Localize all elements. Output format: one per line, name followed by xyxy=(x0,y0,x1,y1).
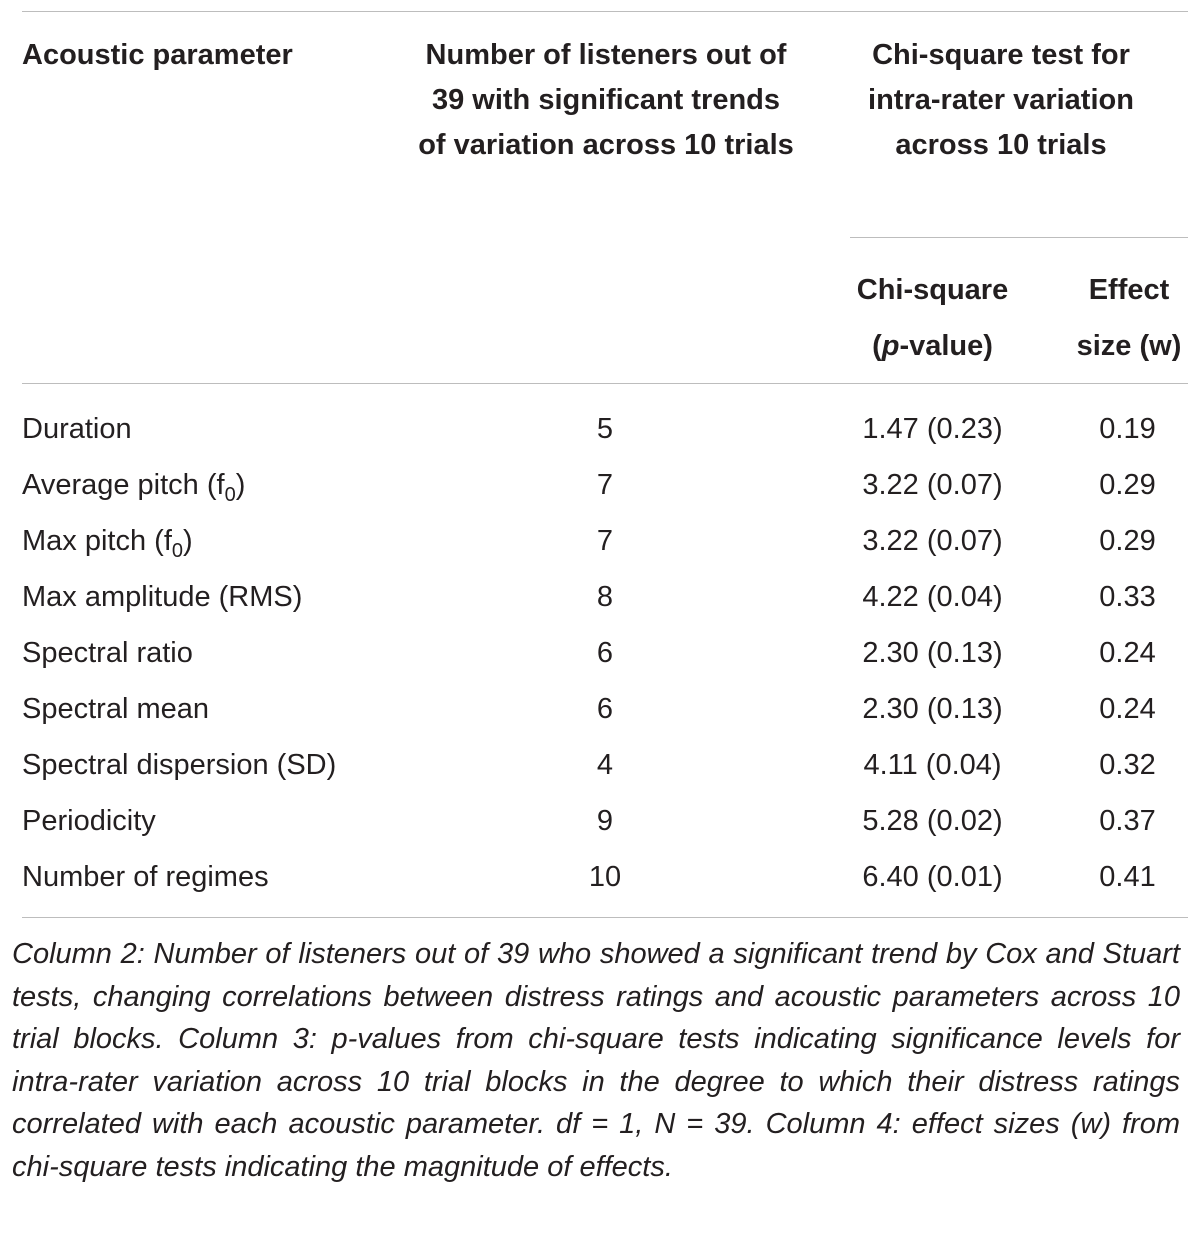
row-parameter xyxy=(22,849,269,905)
header-effect-size: Effect size (w) xyxy=(1076,274,1182,362)
row-parameter xyxy=(22,625,193,681)
row-parameter xyxy=(22,793,156,849)
parameter-name: Spectral ratio xyxy=(22,637,193,669)
row-effect-size: 0.29 xyxy=(1099,469,1156,501)
header-chi-square-label: Chi-square xyxy=(856,274,1009,306)
row-chi-square: 3.22 (0.07) xyxy=(862,525,1003,557)
row-chi-square: 3.22 (0.07) xyxy=(862,469,1003,501)
parameter-name: Spectral dispersion (SD) xyxy=(22,749,337,781)
row-parameter xyxy=(22,401,132,457)
header-bottom-rule xyxy=(22,383,1188,384)
row-effect-size: 0.29 xyxy=(1099,525,1156,557)
row-listener-count: 7 xyxy=(596,525,614,557)
row-effect-size: 0.19 xyxy=(1099,413,1156,445)
parameter-name: Periodicity xyxy=(22,805,156,837)
header-p-value-label: (p-value) xyxy=(872,330,993,362)
parameter-subscript: 0 xyxy=(224,483,236,506)
row-effect-size: 0.32 xyxy=(1099,749,1156,781)
row-parameter xyxy=(22,681,209,737)
header-chi-square-group: Chi-square test for intra-rater variation across 10 trials xyxy=(868,39,1134,161)
parameter-name: Max pitch (f xyxy=(22,525,172,557)
parameter-name: Spectral mean xyxy=(22,693,209,725)
row-chi-square: 1.47 (0.23) xyxy=(862,413,1003,445)
parameter-subscript: 0 xyxy=(171,539,183,562)
row-parameter xyxy=(22,569,302,625)
row-effect-size: 0.24 xyxy=(1099,693,1156,725)
parameter-name: Max amplitude (RMS) xyxy=(22,581,303,613)
table-top-rule xyxy=(22,11,1188,12)
parameter-name: Duration xyxy=(22,413,132,445)
row-parameter xyxy=(22,737,336,793)
row-chi-square: 2.30 (0.13) xyxy=(862,637,1003,669)
row-listener-count: 8 xyxy=(596,581,614,613)
row-listener-count: 6 xyxy=(596,637,614,669)
row-effect-size: 0.33 xyxy=(1099,581,1156,613)
parameter-name: Number of regimes xyxy=(22,861,269,893)
header-listeners-count: Number of listeners out of 39 with significant trends of variation across 10 trials xyxy=(418,39,794,161)
row-chi-square: 5.28 (0.02) xyxy=(862,805,1003,837)
row-listener-count: 7 xyxy=(596,469,614,501)
table-caption: Column 2: Number of listeners out of 39 who showed a significant trend by Cox and Stuart tests, changing correlations between distress ratings and acoustic parameters across 10 trial blocks. Column 3: p-values from chi-square tests indicating significance levels for intra-rater variation across 10 trial blocks in the degree to which their distress ratings correlated with each acoustic parameter. df = 1, N = 39. Column 4: effect sizes (w) from chi-square tests indicating the magnitude of effects. xyxy=(12,938,1180,1183)
table-bottom-rule xyxy=(22,917,1188,918)
row-effect-size: 0.41 xyxy=(1099,861,1156,893)
row-listener-count: 5 xyxy=(596,413,614,445)
row-listener-count: 6 xyxy=(596,693,614,725)
header-chi-square-p-value xyxy=(830,262,1035,374)
parameter-name: Average pitch (f xyxy=(22,469,225,501)
row-chi-square: 2.30 (0.13) xyxy=(862,693,1003,725)
header-group-rule xyxy=(850,237,1188,238)
parameter-tail: ) xyxy=(235,469,246,501)
row-listener-count: 4 xyxy=(596,749,614,781)
header-acoustic-parameter: Acoustic parameter xyxy=(22,39,293,71)
row-chi-square: 4.22 (0.04) xyxy=(862,581,1003,613)
row-listener-count: 10 xyxy=(588,861,622,893)
row-listener-count: 9 xyxy=(596,805,614,837)
row-chi-square: 6.40 (0.01) xyxy=(862,861,1003,893)
row-effect-size: 0.37 xyxy=(1099,805,1156,837)
row-effect-size: 0.24 xyxy=(1099,637,1156,669)
row-chi-square: 4.11 (0.04) xyxy=(863,749,1002,781)
parameter-tail: ) xyxy=(183,525,193,557)
